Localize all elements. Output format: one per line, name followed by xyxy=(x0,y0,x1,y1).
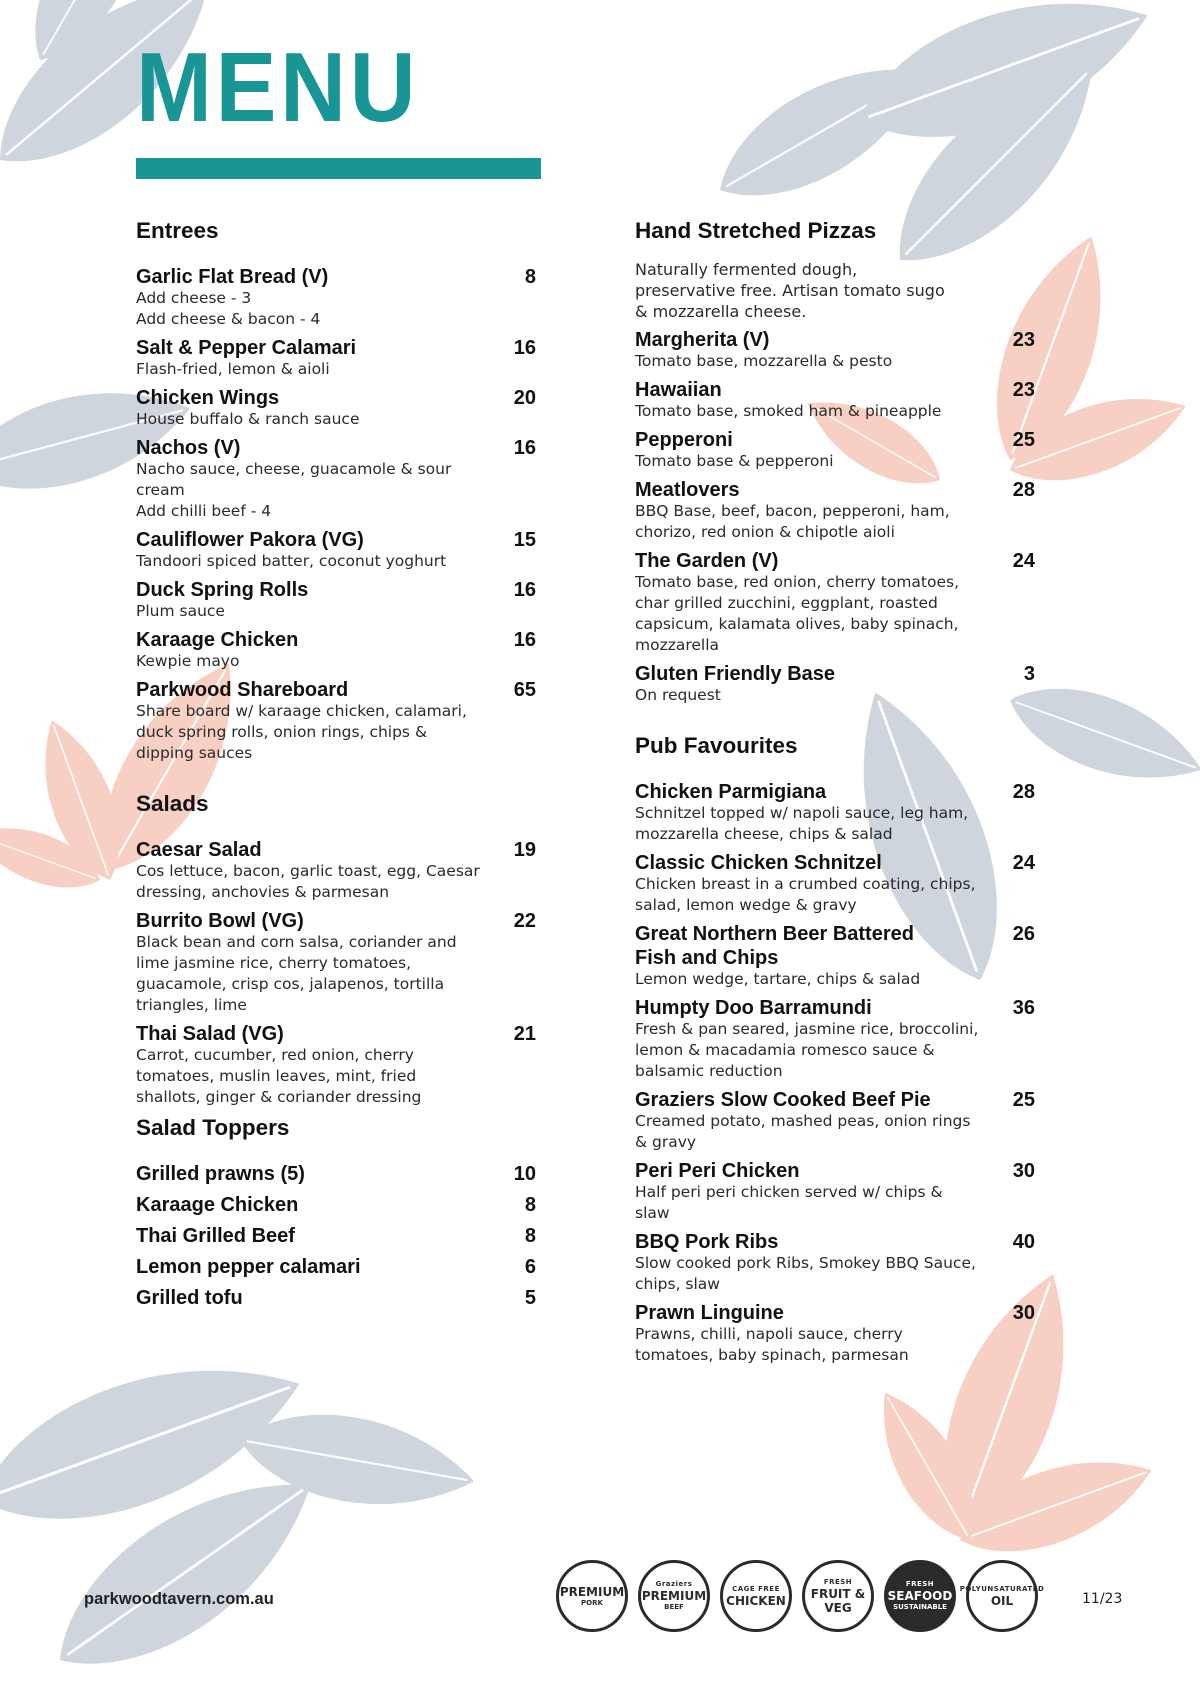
description-line: BBQ Base, beef, bacon, pepperoni, ham, chorizo, red onion & chipotle aioli xyxy=(635,502,950,541)
menu-item xyxy=(136,336,536,380)
menu-item-header xyxy=(635,478,1035,502)
menu-item-name: Thai Salad (VG) xyxy=(136,1023,284,1045)
menu-item-price: 26 xyxy=(1012,923,1035,945)
topper-price: 5 xyxy=(524,1287,536,1309)
pizzas-intro: Naturally fermented dough, preservative free. Artisan tomato sugo & mozzarella cheese. xyxy=(635,260,945,321)
menu-item xyxy=(635,780,1035,845)
menu-item-header xyxy=(136,838,536,862)
topper-name: Grilled prawns (5) xyxy=(136,1163,305,1185)
section-salad-toppers xyxy=(136,1114,536,1310)
description-line: Schnitzel topped w/ napoli sauce, leg ham, mozzarella cheese, chips & salad xyxy=(635,804,969,843)
section-heading-pub-favourites: Pub Favourites xyxy=(635,733,798,758)
menu-item-description xyxy=(136,459,481,522)
menu-item xyxy=(635,1301,1035,1366)
menu-item xyxy=(136,265,536,330)
menu-item-description xyxy=(635,1253,980,1295)
menu-item-name: Parkwood Shareboard xyxy=(136,679,349,701)
menu-item-description xyxy=(635,685,980,706)
menu-item-price: 28 xyxy=(1012,781,1035,803)
menu-item-description xyxy=(136,359,481,380)
badge-top-text: Graziers xyxy=(655,1580,693,1588)
menu-item-price: 16 xyxy=(513,629,536,651)
menu-item-price: 8 xyxy=(524,266,536,288)
topper-name: Karaage Chicken xyxy=(136,1194,299,1216)
menu-item-description xyxy=(635,351,980,372)
badge-main-text: SEAFOOD xyxy=(887,1589,953,1603)
menu-item-price: 3 xyxy=(1023,663,1035,685)
seafood-badge-icon xyxy=(884,1560,956,1632)
menu-item xyxy=(136,386,536,430)
menu-item xyxy=(136,909,536,1016)
topper-item xyxy=(136,1162,536,1186)
menu-item-description xyxy=(635,451,980,472)
menu-item-header xyxy=(635,780,1035,804)
section-entrees xyxy=(136,217,536,764)
description-line: Lemon wedge, tartare, chips & salad xyxy=(635,970,921,988)
menu-item-name: Chicken Wings xyxy=(136,387,280,409)
pub-favourites-list xyxy=(635,780,1035,1366)
menu-item-name: Prawn Linguine xyxy=(635,1302,784,1324)
menu-item-price: 16 xyxy=(513,337,536,359)
menu-item-description xyxy=(635,572,980,656)
menu-item-price: 28 xyxy=(1012,479,1035,501)
menu-item-header xyxy=(635,549,1035,573)
menu-item-price: 23 xyxy=(1012,379,1035,401)
pork-badge-icon xyxy=(556,1560,628,1632)
menu-item xyxy=(136,436,536,522)
salad-toppers-list xyxy=(136,1162,536,1310)
menu-item-description xyxy=(136,409,481,430)
topper-price: 8 xyxy=(524,1225,536,1247)
description-line: House buffalo & ranch sauce xyxy=(136,410,360,428)
menu-item-header xyxy=(136,1022,536,1046)
menu-item xyxy=(635,851,1035,916)
description-line: Creamed potato, mashed peas, onion rings & gravy xyxy=(635,1112,971,1151)
badge-sub-text: BEEF xyxy=(664,1603,684,1611)
description-line: Tomato base, smoked ham & pineapple xyxy=(635,402,942,420)
menu-item xyxy=(635,378,1035,422)
menu-item-description xyxy=(136,601,481,622)
menu-item-header xyxy=(635,328,1035,352)
badge-main-text: FRUIT & VEG xyxy=(810,1586,866,1615)
menu-item-name: Hawaiian xyxy=(635,379,722,401)
topper-price: 6 xyxy=(524,1256,536,1278)
left-column xyxy=(136,217,536,1317)
menu-item-name: Salt & Pepper Calamari xyxy=(136,337,357,359)
menu-item-description xyxy=(635,1111,980,1153)
menu-item-name: Karaage Chicken xyxy=(136,629,299,651)
menu-item xyxy=(635,478,1035,543)
menu-item xyxy=(136,1022,536,1108)
menu-item xyxy=(635,328,1035,372)
section-pub-favourites xyxy=(635,732,1035,1366)
menu-item-header xyxy=(136,386,536,410)
menu-item-price: 40 xyxy=(1012,1231,1035,1253)
description-line: Chicken breast in a crumbed coating, chips, salad, lemon wedge & gravy xyxy=(635,875,976,914)
menu-item-description xyxy=(635,1019,980,1082)
menu-item-price: 20 xyxy=(513,387,536,409)
badge-main-text: CHICKEN xyxy=(726,1593,786,1608)
menu-item-header xyxy=(136,909,536,933)
menu-item-description xyxy=(635,969,980,990)
menu-item-price: 22 xyxy=(513,910,536,932)
menu-item-name: Margherita (V) xyxy=(635,329,770,351)
menu-item-name: Great Northern Beer Battered Fish and Chips xyxy=(635,923,914,969)
badge-main-text: OIL xyxy=(990,1593,1014,1608)
menu-item-name: Pepperoni xyxy=(635,429,733,451)
menu-item-header xyxy=(635,922,1035,970)
menu-item-name: BBQ Pork Ribs xyxy=(635,1231,779,1253)
menu-item-header xyxy=(136,265,536,289)
badge-top-text: POLYUNSATURATED xyxy=(959,1584,1045,1593)
description-line: Cos lettuce, bacon, garlic toast, egg, Caesar dressing, anchovies & parmesan xyxy=(136,862,480,901)
menu-item-header xyxy=(635,428,1035,452)
pizzas-list xyxy=(635,328,1035,706)
topper-price: 8 xyxy=(524,1194,536,1216)
description-line: Plum sauce xyxy=(136,602,225,620)
description-line: Share board w/ karaage chicken, calamari, duck spring rolls, onion rings, chips & dipping sauces xyxy=(136,702,467,762)
section-heading-salads: Salads xyxy=(136,791,209,816)
menu-item-name: Burrito Bowl (VG) xyxy=(136,910,304,932)
beef-badge-icon xyxy=(638,1560,710,1632)
menu-item-price: 36 xyxy=(1012,997,1035,1019)
menu-item-price: 30 xyxy=(1012,1160,1035,1182)
menu-item-header xyxy=(136,578,536,602)
badge-main-text: PREMIUM xyxy=(641,1589,707,1603)
section-heading-pizzas: Hand Stretched Pizzas xyxy=(635,218,877,243)
title-underline xyxy=(136,158,541,179)
description-line: Nacho sauce, cheese, guacamole & sour cream xyxy=(136,460,452,499)
description-line: Black bean and corn salsa, coriander and lime jasmine rice, cherry tomatoes, guacamole, crisp cos, jalapenos, tortilla triangles, lime xyxy=(136,933,457,1014)
menu-item-description xyxy=(136,701,481,764)
menu-item-name: Humpty Doo Barramundi xyxy=(635,997,872,1019)
menu-item-price: 16 xyxy=(513,437,536,459)
menu-item-name: Caesar Salad xyxy=(136,839,262,861)
menu-item-price: 65 xyxy=(513,679,536,701)
description-line: Add cheese & bacon - 4 xyxy=(136,310,321,328)
section-heading-entrees: Entrees xyxy=(136,218,219,243)
menu-item xyxy=(635,1230,1035,1295)
menu-item xyxy=(635,996,1035,1082)
menu-item-name: Gluten Friendly Base xyxy=(635,663,836,685)
menu-item-price: 24 xyxy=(1012,852,1035,874)
description-line: Tomato base, mozzarella & pesto xyxy=(635,352,893,370)
entrees-list xyxy=(136,265,536,764)
description-line: Carrot, cucumber, red onion, cherry tomatoes, muslin leaves, mint, fried shallots, ginger & coriander dressing xyxy=(136,1046,422,1106)
menu-item-price: 15 xyxy=(513,529,536,551)
menu-item-name: Nachos (V) xyxy=(136,437,241,459)
description-line: Tomato base & pepperoni xyxy=(635,452,834,470)
menu-item xyxy=(136,628,536,672)
topper-name: Lemon pepper calamari xyxy=(136,1256,361,1278)
badge-top-text: CAGE FREE xyxy=(732,1584,780,1593)
quality-badges xyxy=(556,1560,1045,1632)
menu-item-header xyxy=(136,628,536,652)
menu-item-price: 21 xyxy=(513,1023,536,1045)
menu-item-description xyxy=(136,651,481,672)
menu-item-header xyxy=(635,378,1035,402)
menu-item xyxy=(635,1088,1035,1153)
menu-item xyxy=(635,662,1035,706)
menu-item-name: Graziers Slow Cooked Beef Pie xyxy=(635,1089,931,1111)
menu-item-header xyxy=(635,1088,1035,1112)
topper-item xyxy=(136,1286,536,1310)
menu-item-name: Peri Peri Chicken xyxy=(635,1160,800,1182)
description-line: Prawns, chilli, napoli sauce, cherry tomatoes, baby spinach, parmesan xyxy=(635,1325,909,1364)
menu-item-description xyxy=(136,551,481,572)
topper-price: 10 xyxy=(513,1163,536,1185)
section-heading-salad-toppers: Salad Toppers xyxy=(136,1115,290,1140)
menu-item-description xyxy=(635,803,980,845)
page-title: MENU xyxy=(136,32,420,142)
description-line: Flash-fried, lemon & aioli xyxy=(136,360,330,378)
menu-item-name: Cauliflower Pakora (VG) xyxy=(136,529,364,551)
menu-item-name: Garlic Flat Bread (V) xyxy=(136,266,329,288)
topper-item xyxy=(136,1193,536,1217)
menu-item-description xyxy=(635,1182,980,1224)
menu-item xyxy=(136,578,536,622)
menu-item-header xyxy=(635,851,1035,875)
menu-item-header xyxy=(136,336,536,360)
menu-item-name: The Garden (V) xyxy=(635,550,779,572)
menu-item-description xyxy=(136,288,481,330)
menu-item-description xyxy=(635,401,980,422)
badge-top-text: FRESH xyxy=(905,1580,935,1588)
section-salads xyxy=(136,790,536,1108)
badge-sub-text: PORK xyxy=(581,1598,603,1607)
topper-item xyxy=(136,1255,536,1279)
badge-top-text: FRESH xyxy=(823,1577,853,1586)
description-line: Add chilli beef - 4 xyxy=(136,502,272,520)
menu-item-description xyxy=(136,932,481,1016)
menu-item-description xyxy=(136,861,481,903)
menu-item-header xyxy=(136,528,536,552)
right-column xyxy=(635,217,1035,1372)
menu-version-code: 11/23 xyxy=(1082,1591,1123,1607)
menu-item-description xyxy=(635,874,980,916)
menu-item-price: 30 xyxy=(1012,1302,1035,1324)
menu-item xyxy=(635,922,1035,990)
description-line: On request xyxy=(635,686,721,704)
menu-item-header xyxy=(635,1301,1035,1325)
menu-item-name: Duck Spring Rolls xyxy=(136,579,309,601)
menu-item-header xyxy=(635,662,1035,686)
menu-item-price: 25 xyxy=(1012,1089,1035,1111)
oil-badge-icon xyxy=(959,1560,1045,1632)
description-line: Tandoori spiced batter, coconut yoghurt xyxy=(136,552,447,570)
description-line: Half peri peri chicken served w/ chips & slaw xyxy=(635,1183,943,1222)
menu-item xyxy=(136,528,536,572)
menu-item xyxy=(136,678,536,764)
description-line: Add cheese - 3 xyxy=(136,289,252,307)
section-pizzas xyxy=(635,217,1035,706)
menu-item-price: 23 xyxy=(1012,329,1035,351)
menu-item-header xyxy=(136,436,536,460)
menu-item-name: Meatlovers xyxy=(635,479,740,501)
fresh-badge-icon xyxy=(802,1560,874,1632)
menu-item-name: Chicken Parmigiana xyxy=(635,781,827,803)
description-line: Fresh & pan seared, jasmine rice, broccolini, lemon & macadamia romesco sauce & balsamic reduction xyxy=(635,1020,979,1080)
menu-item xyxy=(635,428,1035,472)
badge-sub-text: SUSTAINABLE xyxy=(893,1603,947,1611)
topper-item xyxy=(136,1224,536,1248)
menu-item-header xyxy=(635,1159,1035,1183)
chicken-badge-icon xyxy=(720,1560,792,1632)
menu-item-price: 25 xyxy=(1012,429,1035,451)
menu-item xyxy=(635,549,1035,656)
menu-item xyxy=(136,838,536,903)
menu-item-description xyxy=(136,1045,481,1108)
topper-name: Grilled tofu xyxy=(136,1287,243,1309)
website-link[interactable]: parkwoodtavern.com.au xyxy=(84,1590,274,1608)
menu-item-price: 24 xyxy=(1012,550,1035,572)
description-line: Slow cooked pork Ribs, Smokey BBQ Sauce, chips, slaw xyxy=(635,1254,976,1293)
menu-item-header xyxy=(635,1230,1035,1254)
topper-name: Thai Grilled Beef xyxy=(136,1225,295,1247)
menu-item-description xyxy=(635,1324,980,1366)
salads-list xyxy=(136,838,536,1108)
badge-main-text: PREMIUM xyxy=(559,1584,625,1599)
menu-item-header xyxy=(635,996,1035,1020)
menu-item-price: 19 xyxy=(513,839,536,861)
description-line: Kewpie mayo xyxy=(136,652,240,670)
menu-item-name: Classic Chicken Schnitzel xyxy=(635,852,882,874)
menu-item xyxy=(635,1159,1035,1224)
menu-item-description xyxy=(635,501,980,543)
description-line: Tomato base, red onion, cherry tomatoes, char grilled zucchini, eggplant, roasted capsicum, kalamata olives, baby spinach, mozzarella xyxy=(635,573,960,654)
menu-item-header xyxy=(136,678,536,702)
menu-item-price: 16 xyxy=(513,579,536,601)
